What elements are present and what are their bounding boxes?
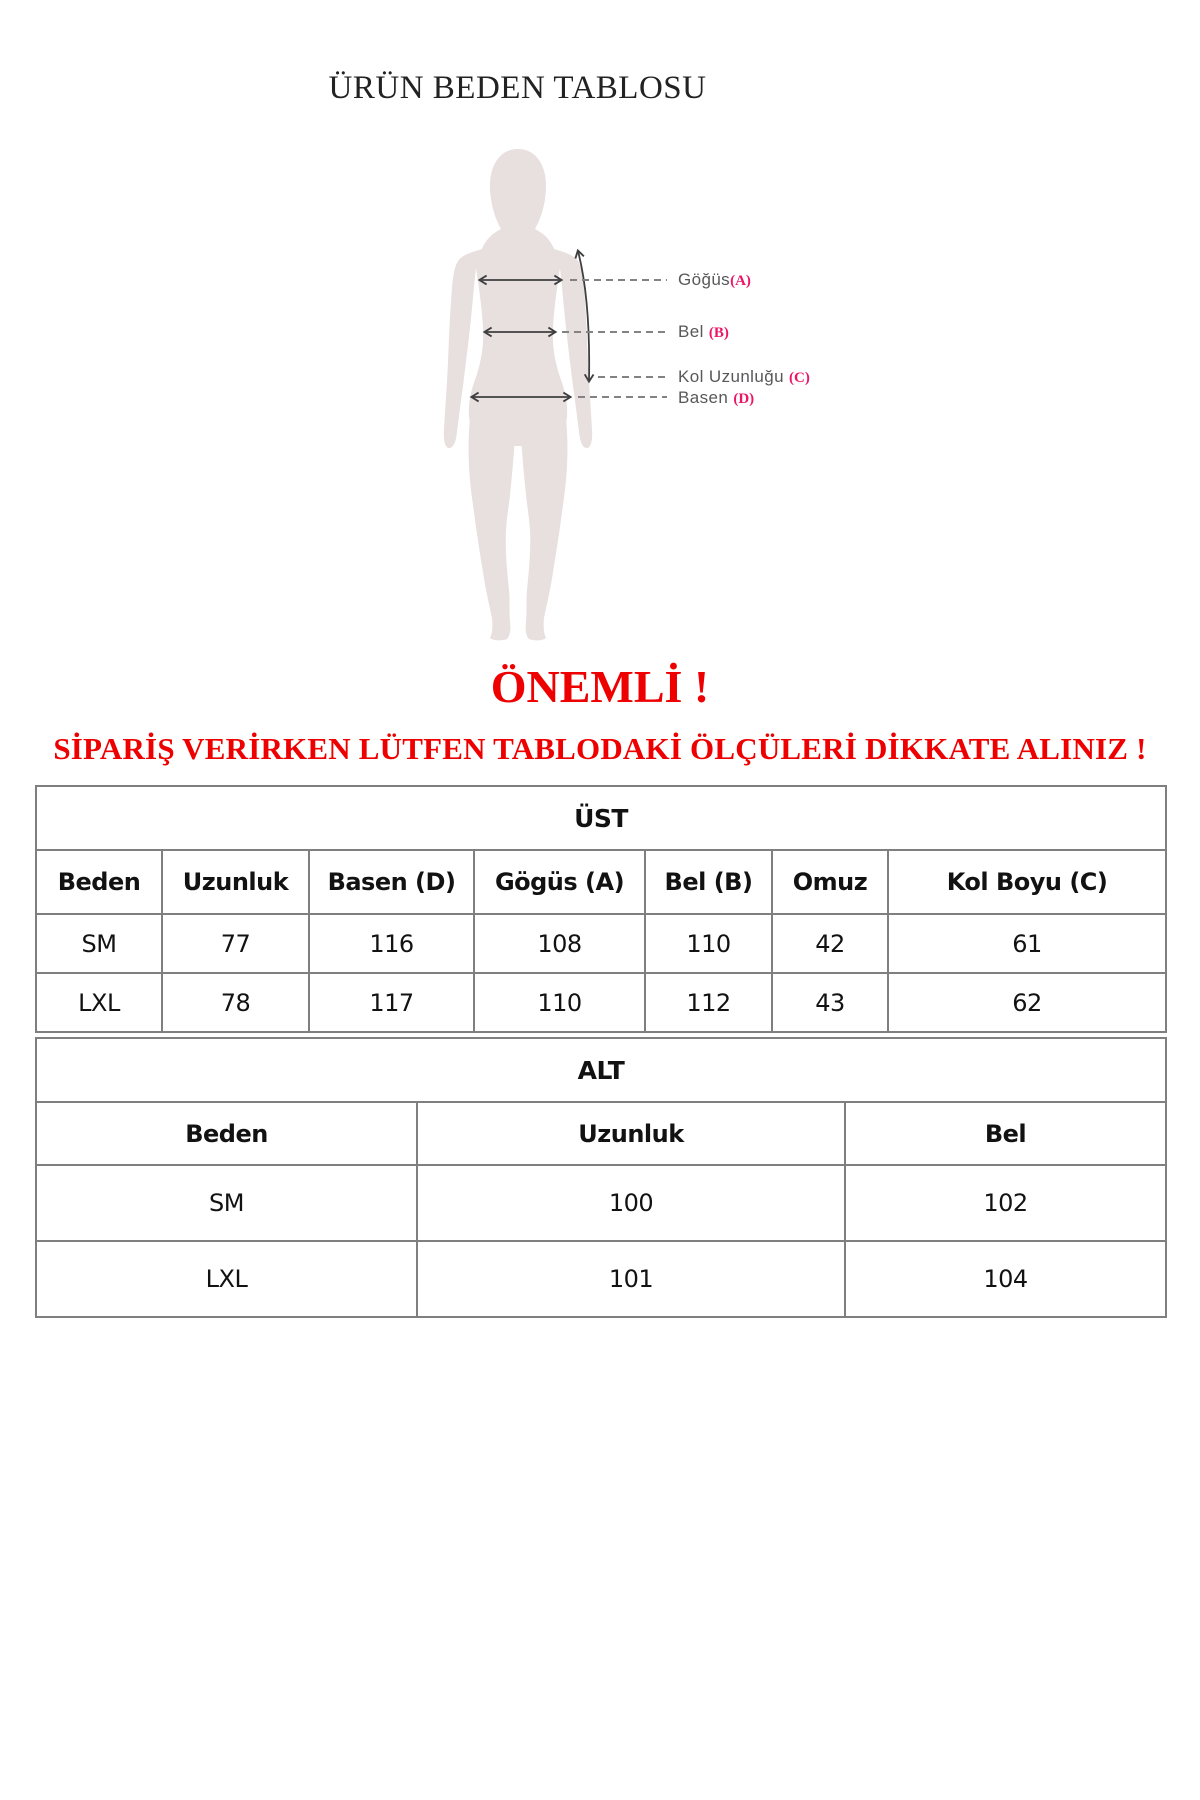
- table-cell: 77: [162, 914, 309, 973]
- table-cell: SM: [36, 914, 162, 973]
- header-row: [36, 1102, 1166, 1165]
- table-cell: 42: [772, 914, 888, 973]
- table-cell: 78: [162, 973, 309, 1032]
- table-cell: 100: [417, 1165, 845, 1241]
- table-row-lxl: [36, 1241, 1166, 1317]
- measurement-diagram: [0, 0, 1200, 660]
- column-header: Kol Boyu (C): [888, 850, 1166, 914]
- column-header: Beden: [36, 850, 162, 914]
- label-arm-length-text: Kol Uzunluğu: [678, 367, 790, 386]
- section-title-row: [36, 786, 1166, 850]
- page-title: ÜRÜN BEDEN TABLOSU: [328, 70, 707, 106]
- table-cell: SM: [36, 1165, 417, 1241]
- table-cell: 117: [309, 973, 474, 1032]
- label-chest-code: (A): [730, 273, 751, 289]
- label-waist-code: (B): [708, 325, 729, 341]
- size-table-alt: [35, 1037, 1167, 1318]
- table-cell: 104: [845, 1241, 1166, 1317]
- label-hip-code: (D): [733, 391, 755, 407]
- table-cell: 116: [309, 914, 474, 973]
- column-header: Uzunluk: [162, 850, 309, 914]
- warning-subheading: SİPARİŞ VERİRKEN LÜTFEN TABLODAKİ ÖLÇÜLERİ DİKKATE ALINIZ !: [53, 731, 1147, 766]
- table-cell: 110: [645, 914, 772, 973]
- section-title-alt: ALT: [36, 1038, 1166, 1102]
- table-row-lxl: [36, 973, 1166, 1032]
- warning-heading: ÖNEMLİ !: [490, 661, 710, 712]
- table-cell: 62: [888, 973, 1166, 1032]
- table-row-sm: [36, 914, 1166, 973]
- column-header: Beden: [36, 1102, 417, 1165]
- column-header: Gögüs (A): [474, 850, 645, 914]
- table-cell: 108: [474, 914, 645, 973]
- table-row-sm: [36, 1165, 1166, 1241]
- column-header: Basen (D): [309, 850, 474, 914]
- size-table-ust: [35, 785, 1167, 1033]
- column-header: Omuz: [772, 850, 888, 914]
- label-chest: [678, 270, 751, 290]
- label-chest-text: Göğüs: [678, 270, 731, 289]
- silhouette-shape: [444, 149, 592, 640]
- table-cell: 102: [845, 1165, 1166, 1241]
- label-hip-text: Basen: [678, 388, 734, 407]
- table-cell: 101: [417, 1241, 845, 1317]
- column-header: Bel: [845, 1102, 1166, 1165]
- table-cell: 112: [645, 973, 772, 1032]
- table-cell: LXL: [36, 973, 162, 1032]
- table-cell: 61: [888, 914, 1166, 973]
- column-header: Bel (B): [645, 850, 772, 914]
- label-hip: [678, 388, 754, 408]
- table-cell: 43: [772, 973, 888, 1032]
- section-title-row: [36, 1038, 1166, 1102]
- table-cell: 110: [474, 973, 645, 1032]
- label-arm-length-code: (C): [789, 370, 810, 386]
- table-cell: LXL: [36, 1241, 417, 1317]
- header-row: [36, 850, 1166, 914]
- label-waist-text: Bel: [678, 322, 709, 341]
- column-header: Uzunluk: [417, 1102, 845, 1165]
- section-title-ust: ÜST: [36, 786, 1166, 850]
- label-waist: [678, 322, 729, 342]
- label-arm-length: [678, 367, 810, 387]
